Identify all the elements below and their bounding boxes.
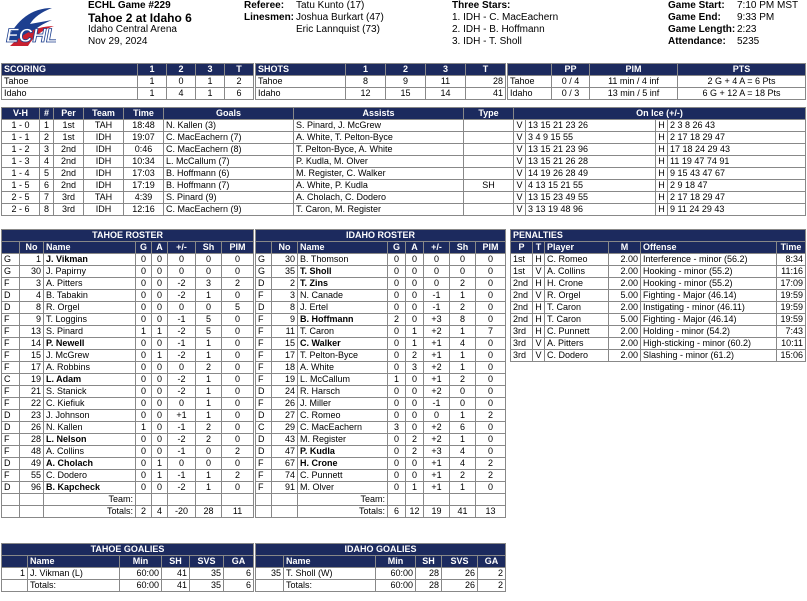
- game-title: Tahoe 2 at Idaho 6: [88, 11, 192, 25]
- echl-logo: [2, 2, 56, 54]
- goal-row: 1 - 2 3 2nd IDH 0:46 C. MacEachern (8) T. Pelton-Byce, A. White V 13 15 21 23 96 H 17 18 24 29 43: [2, 144, 806, 156]
- roster-row: F 74 C. Punnett 0 0 +1 2 2: [256, 470, 506, 482]
- game-date: Nov 29, 2024: [88, 36, 148, 47]
- goalie-row: 35 T. Sholl (W) 60:00 28 26 2: [256, 568, 506, 580]
- table-row: Tahoe 1 0 1 2: [2, 76, 254, 88]
- scoring-table: SCORING 1 2 3 T Tahoe 1 0 1 2 Idaho 1 4 1 6: [1, 63, 254, 100]
- roster-row: C 29 C. MacEachern 3 0 +2 6 0: [256, 422, 506, 434]
- roster-row: F 18 A. White 0 3 +2 1 0: [256, 362, 506, 374]
- svg-text:ECHL: ECHL: [6, 26, 56, 47]
- game-start: 7:10 PM MST: [737, 0, 799, 11]
- roster-row: F 17 T. Pelton-Byce 0 2 +1 1 0: [256, 350, 506, 362]
- roster-row: F 3 N. Canade 0 0 -1 1 0: [256, 290, 506, 302]
- roster-row: F 15 J. McGrew 0 1 -2 1 0: [2, 350, 254, 362]
- roster-row: F 21 S. Stanick 0 0 -2 1 0: [2, 386, 254, 398]
- idaho-roster-table: IDAHO ROSTER No Name G A +/- Sh PIM G 30 B. Thomson 0 0 0 0 0 G 35 T. Sholl 0 0 0 0 0 D 2 T. Zins 0 0 0 2 0 F 3 N. Canade 0 0 -1 1 0 D 8 J. Ertel 0 0 -1 2 0 F 9 B. Hoffmann 2 0 +3 8 0 F 11 T. Caron 0 1 +2 1 7 F 15 C. Walker 0 1 +1 4 0 F 17 T. Pelton-Byce 0 2 +1 1 0 F 18 A. White 0 3 +2 1 0 F 19 L. McCallum 1 0 +1 2 0 D 24 R. Harsch 0 0 +2 0 0 F 26 J. Miller 0 0 -1 0 0 D 27 C. Romeo 0 0 0 1 2 C 29 C. MacEachern 3 0 +2 6 0 D 43 M. Register 0 2 +2 1 0 D 47 P. Kudla 0 2 +3 4 0 F 67 H. Crone 0 0 +1 4 2 F 74 C. Punnett 0 0 +1 2 2 F 91 M. Olver 0 1 +1 1 0 Team: Totals: 6 12 19 41 13: [255, 229, 506, 518]
- penalty-row: 3rd V A. Pitters 2.00 High-sticking - minor (60.2) 10:11: [511, 338, 806, 350]
- penalty-row: 1st V A. Collins 2.00 Hooking - minor (55.2) 11:16: [511, 266, 806, 278]
- goalie-row: 1 J. Vikman (L) 60:00 41 35 6: [2, 568, 254, 580]
- shots-table: SHOTS 1 2 3 T Tahoe 8 9 11 28 Idaho 12 15 14 41: [255, 63, 506, 100]
- penalty-row: 3rd V C. Dodero 2.00 Slashing - minor (61.2) 15:06: [511, 350, 806, 362]
- three-stars: Three Stars: 1. IDH - C. MacEachern 2. IDH - B. Hoffmann 3. IDH - T. Sholl: [452, 0, 632, 48]
- roster-row: F 55 C. Dodero 0 1 -1 1 2: [2, 470, 254, 482]
- totals-row: Totals: 6 12 19 41 13: [256, 506, 506, 518]
- roster-row: F 3 A. Pitters 0 0 -2 3 2: [2, 278, 254, 290]
- star-2: 2. IDH - B. Hoffmann: [452, 24, 545, 35]
- roster-row: C 19 L. Adam 0 0 -2 1 0: [2, 374, 254, 386]
- roster-row: D 4 B. Tabakin 0 0 -2 1 0: [2, 290, 254, 302]
- roster-row: D 2 T. Zins 0 0 0 2 0: [256, 278, 506, 290]
- roster-row: D 49 A. Cholach 0 1 0 0 0: [2, 458, 254, 470]
- star-3: 3. IDH - T. Sholl: [452, 36, 522, 47]
- idaho-goalies-table: IDAHO GOALIES Name Min SH SVS GA 35 T. Sholl (W) 60:00 28 26 2 Totals: 60:00 28 26 2: [255, 543, 506, 592]
- game-info: [88, 0, 238, 48]
- penalty-row: 1st H C. Romeo 2.00 Interference - minor (56.2) 8:34: [511, 254, 806, 266]
- penalty-row: 3rd H C. Punnett 2.00 Holding - minor (54.2) 7:43: [511, 326, 806, 338]
- goal-row: 1 - 3 4 2nd IDH 10:34 L. McCallum (7) P. Kudla, M. Olver V 13 15 21 26 28 H 11 19 47 74 91: [2, 156, 806, 168]
- roster-row: F 67 H. Crone 0 0 +1 4 2: [256, 458, 506, 470]
- officials: Referee: Tatu Kunto (17) Linesmen: Joshua Burkart (47) Eric Lannquist (73): [244, 0, 384, 35]
- arena: Idaho Central Arena: [88, 24, 177, 35]
- star-1: 1. IDH - C. MacEachern: [452, 12, 559, 23]
- roster-row: F 11 T. Caron 0 1 +2 1 7: [256, 326, 506, 338]
- roster-row: F 9 T. Loggins 0 0 -1 5 0: [2, 314, 254, 326]
- goal-row: 2 - 6 8 3rd IDH 12:16 C. MacEachern (9) T. Caron, M. Register V 3 13 19 48 96 H 9 11 24 29 43: [2, 204, 806, 216]
- roster-row: D 43 M. Register 0 2 +2 1 0: [256, 434, 506, 446]
- linesman-1: Joshua Burkart (47): [296, 12, 384, 23]
- penalty-row: 2nd H H. Crone 2.00 Hooking - minor (55.2) 17:09: [511, 278, 806, 290]
- roster-row: D 96 B. Kapcheck 0 0 -2 1 0: [2, 482, 254, 494]
- roster-row: D 24 R. Harsch 0 0 +2 0 0: [256, 386, 506, 398]
- game-end: 9:33 PM: [737, 12, 775, 23]
- roster-row: F 28 L. Nelson 0 0 -2 2 0: [2, 434, 254, 446]
- totals-row: Totals: 60:00 41 35 6: [2, 580, 254, 592]
- goals-table: V-H # Per Team Time Goals Assists Type On Ice (+/-) 1 - 0 1 1st TAH 18:48 N. Kallen (3) S. Pinard, J. McGrew V 13 15 21 23 26 H 2 3 8 26 43 1 - 1 2 1st IDH 19:07 C. MacEachern (7) A. White, T. Pelton-Byce V 3 4 9 15 55 H 2 17 18 29 47 1 - 2 3 2nd IDH 0:46 C. MacEachern (8) T. Pelton-Byce, A. White V 13 15 21 23 96 H 17 18 24 29 43 1 - 3 4 2nd IDH 10:34 L. McCallum (7) P. Kudla, M. Olver V 13 15 21 26 28 H 11 19 47 74 91 1 - 4 5 2nd IDH 17:03 B. Hoffmann (6) M. Register, C. Walker V 14 19 26 28 49 H 9 15 43 47 67 1 - 5 6 2nd IDH 17:19 B. Hoffmann (7) A. White, P. Kudla SH V 4 13 15 21 55 H 2 9 18 47 2 - 5 7 3rd TAH 4:39 S. Pinard (9) A. Cholach, C. Dodero V 13 15 23 49 55 H 2 17 18 29 47 2 - 6 8 3rd IDH 12:16 C. MacEachern (9) T. Caron, M. Register V 3 13 19 48 96 H 9 11 24 29 43: [1, 107, 806, 216]
- goal-row: 2 - 5 7 3rd TAH 4:39 S. Pinard (9) A. Cholach, C. Dodero V 13 15 23 49 55 H 2 17 18 29 47: [2, 192, 806, 204]
- roster-row: F 19 L. McCallum 1 0 +1 2 0: [256, 374, 506, 386]
- game-length: 2:23: [737, 24, 757, 35]
- penalties-table: PENALTIES P T Player M Offense Time 1st H C. Romeo 2.00 Interference - minor (56.2) 8:34 1st V A. Collins 2.00 Hooking - minor (55.2) 11:16 2nd H H. Crone 2.00 Hooking - minor (55.2) 17:09 2nd V R. Orgel 5.00 Fighting - Major (46.14) 19:59 2nd H T. Caron 2.00 Instigating - minor (46.11) 19:59 2nd H T. Caron 5.00 Fighting - Major (46.14) 19:59 3rd H C. Punnett 2.00 Holding - minor (54.2) 7:43 3rd V A. Pitters 2.00 High-sticking - minor (60.2) 10:11 3rd V C. Dodero 2.00 Slashing - minor (61.2) 15:06: [510, 229, 806, 362]
- roster-row: F 17 A. Robbins 0 0 0 2 0: [2, 362, 254, 374]
- table-row: Idaho 0 / 3 13 min / 5 inf 6 G + 12 A = 18 Pts: [508, 88, 806, 100]
- roster-row: D 23 J. Johnson 0 0 +1 1 0: [2, 410, 254, 422]
- roster-row: F 48 A. Collins 0 0 -1 0 2: [2, 446, 254, 458]
- penalty-row: 2nd H T. Caron 5.00 Fighting - Major (46.14) 19:59: [511, 314, 806, 326]
- linesman-2: Eric Lannquist (73): [296, 24, 380, 35]
- goal-row: 1 - 1 2 1st IDH 19:07 C. MacEachern (7) A. White, T. Pelton-Byce V 3 4 9 15 55 H 2 17 18 29 47: [2, 132, 806, 144]
- roster-row: F 15 C. Walker 0 1 +1 4 0: [256, 338, 506, 350]
- roster-row: F 14 P. Newell 0 0 -1 1 0: [2, 338, 254, 350]
- totals-row: Totals: 60:00 28 26 2: [256, 580, 506, 592]
- roster-row: F 9 B. Hoffmann 2 0 +3 8 0: [256, 314, 506, 326]
- attendance: 5235: [737, 36, 760, 47]
- roster-row: F 22 C. Kiefiuk 0 0 0 1 0: [2, 398, 254, 410]
- roster-row: D 47 P. Kudla 0 2 +3 4 0: [256, 446, 506, 458]
- game-times: Game Start: 7:10 PM MST Game End: 9:33 PM Game Length: 2:23 Attendance: 5235: [668, 0, 799, 47]
- roster-row: D 8 R. Orgel 0 0 0 0 5: [2, 302, 254, 314]
- penalty-row: 2nd V R. Orgel 5.00 Fighting - Major (46.14) 19:59: [511, 290, 806, 302]
- totals-row: Totals: 2 4 -20 28 11: [2, 506, 254, 518]
- roster-row: F 26 J. Miller 0 0 -1 0 0: [256, 398, 506, 410]
- table-row: Tahoe 8 9 11 28: [256, 76, 506, 88]
- penalty-row: 2nd H T. Caron 2.00 Instigating - minor (46.11) 19:59: [511, 302, 806, 314]
- goal-row: 1 - 4 5 2nd IDH 17:03 B. Hoffmann (6) M. Register, C. Walker V 14 19 26 28 49 H 9 15 43 47 67: [2, 168, 806, 180]
- roster-row: G 35 T. Sholl 0 0 0 0 0: [256, 266, 506, 278]
- referee: Tatu Kunto (17): [296, 0, 365, 11]
- goal-row: 1 - 5 6 2nd IDH 17:19 B. Hoffmann (7) A. White, P. Kudla SH V 4 13 15 21 55 H 2 9 18 47: [2, 180, 806, 192]
- roster-row: G 1 J. Vikman 0 0 0 0 0: [2, 254, 254, 266]
- table-row: Idaho 1 4 1 6: [2, 88, 254, 100]
- special-teams-table: PP PIM PTS Tahoe 0 / 4 11 min / 4 inf 2 G + 4 A = 6 Pts Idaho 0 / 3 13 min / 5 inf 6 G + 12 A = 18 Pts: [507, 63, 806, 100]
- roster-row: D 8 J. Ertel 0 0 -1 2 0: [256, 302, 506, 314]
- goal-row: 1 - 0 1 1st TAH 18:48 N. Kallen (3) S. Pinard, J. McGrew V 13 15 21 23 26 H 2 3 8 26 43: [2, 120, 806, 132]
- table-row: Idaho 12 15 14 41: [256, 88, 506, 100]
- table-row: Tahoe 0 / 4 11 min / 4 inf 2 G + 4 A = 6 Pts: [508, 76, 806, 88]
- roster-row: F 91 M. Olver 0 1 +1 1 0: [256, 482, 506, 494]
- roster-row: G 30 J. Papirny 0 0 0 0 0: [2, 266, 254, 278]
- roster-row: F 13 S. Pinard 1 1 -2 5 0: [2, 326, 254, 338]
- tahoe-roster-table: TAHOE ROSTER No Name G A +/- Sh PIM G 1 J. Vikman 0 0 0 0 0 G 30 J. Papirny 0 0 0 0 0 F 3 A. Pitters 0 0 -2 3 2 D 4 B. Tabakin 0 0 -2 1 0 D 8 R. Orgel 0 0 0 0 5 F 9 T. Loggins 0 0 -1 5 0 F 13 S. Pinard 1 1 -2 5 0 F 14 P. Newell 0 0 -1 1 0 F 15 J. McGrew 0 1 -2 1 0 F 17 A. Robbins 0 0 0 2 0 C 19 L. Adam 0 0 -2 1 0 F 21 S. Stanick 0 0 -2 1 0 F 22 C. Kiefiuk 0 0 0 1 0 D 23 J. Johnson 0 0 +1 1 0 D 26 N. Kallen 1 0 -1 2 0 F 28 L. Nelson 0 0 -2 2 0 F 48 A. Collins 0 0 -1 0 2 D 49 A. Cholach 0 1 0 0 0 F 55 C. Dodero 0 1 -1 1 2 D 96 B. Kapcheck 0 0 -2 1 0 Team: Totals: 2 4 -20 28 11: [1, 229, 254, 518]
- game-number: ECHL Game #229: [88, 0, 171, 11]
- roster-row: D 27 C. Romeo 0 0 0 1 2: [256, 410, 506, 422]
- roster-row: G 30 B. Thomson 0 0 0 0 0: [256, 254, 506, 266]
- roster-row: D 26 N. Kallen 1 0 -1 2 0: [2, 422, 254, 434]
- tahoe-goalies-table: TAHOE GOALIES Name Min SH SVS GA 1 J. Vikman (L) 60:00 41 35 6 Totals: 60:00 41 35 6: [1, 543, 254, 592]
